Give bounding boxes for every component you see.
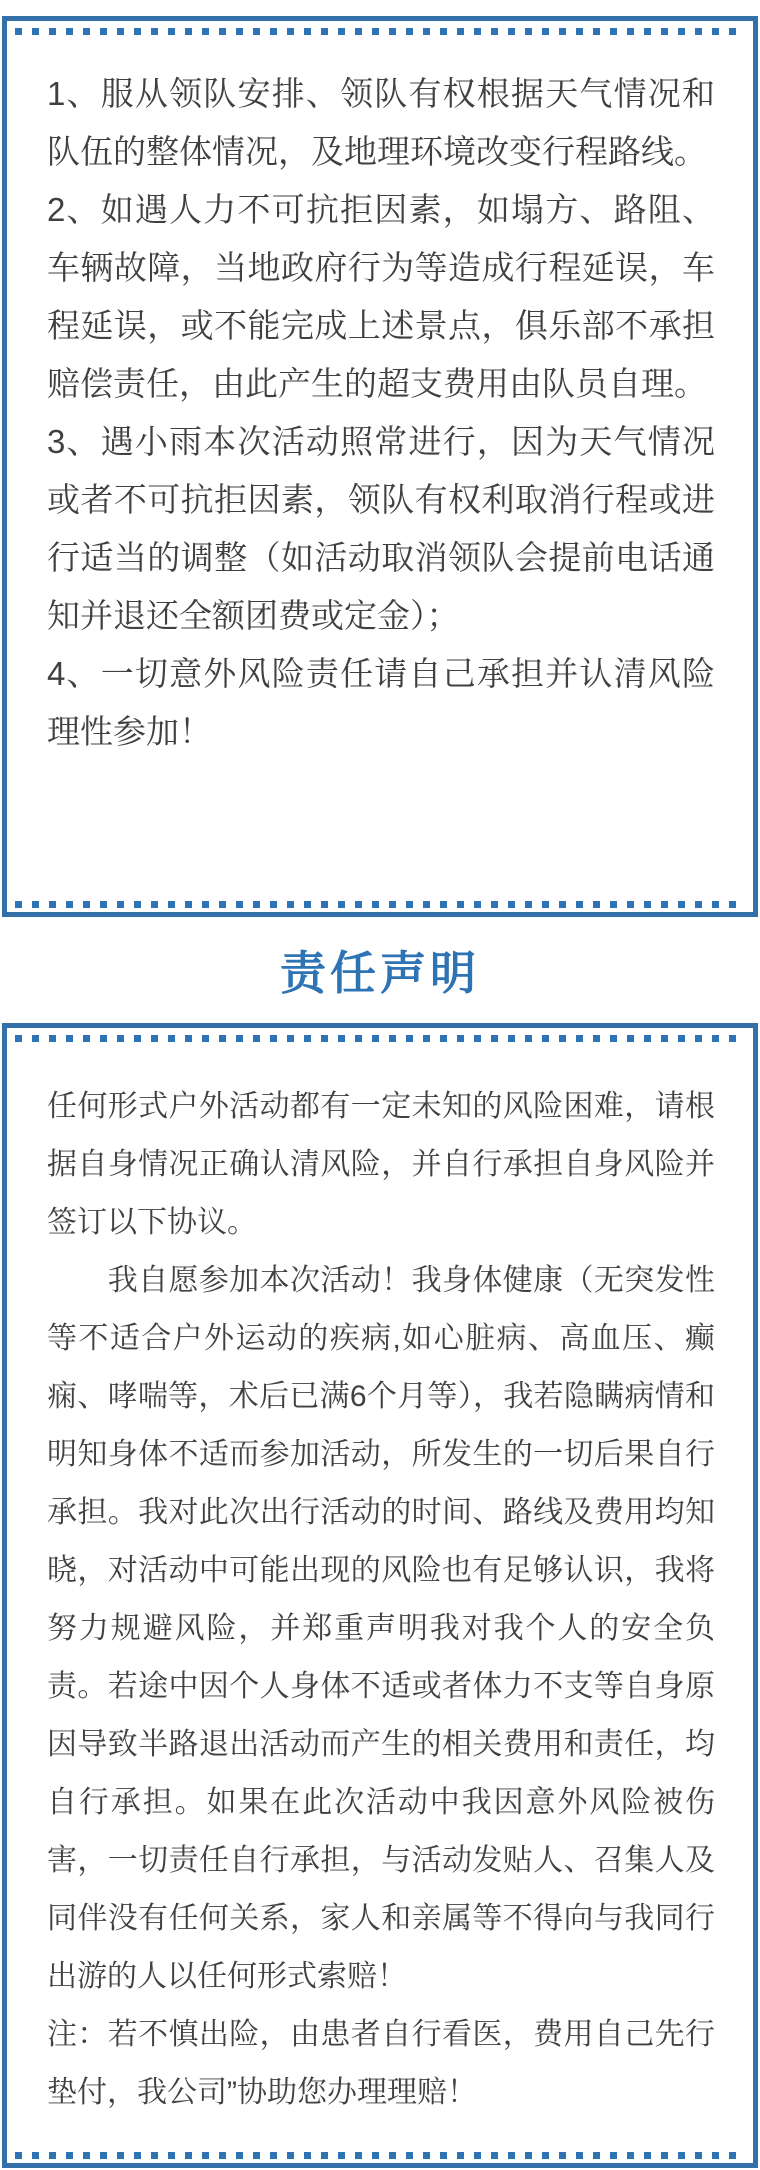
rule-item: 4、一切意外风险责任请自己承担并认清风险理性参加！	[47, 655, 715, 750]
rules-notice-box	[2, 16, 758, 917]
dotted-border-bottom	[15, 2152, 745, 2159]
dotted-border-bottom	[15, 901, 745, 908]
rule-item: 2、如遇人力不可抗拒因素，如塌方、路阻、车辆故障，当地政府行为等造成行程延误，车程延误，或不能完成上述景点，俱乐部不承担赔偿责任，由此产生的超支费用由队员自理。	[47, 191, 715, 402]
section-title: 责任声明	[280, 947, 480, 999]
statement-paragraphs	[7, 1042, 753, 2122]
statement-paragraph: 任何形式户外活动都有一定未知的风险困难，请根据自身情况正确认清风险，并自行承担自身风险并签订以下协议。	[47, 1090, 715, 1239]
statement-paragraph: 注：若不慎出险，由患者自行看医，费用自己先行垫付，我公司”协助您办理理赔！	[47, 2018, 715, 2109]
section-heading-row	[0, 917, 760, 1023]
rule-item: 3、遇小雨本次活动照常进行，因为天气情况或者不可抗拒因素，领队有权利取消行程或进行适当的调整（如活动取消领队会提前电话通知并退还全额团费或定金）；	[47, 423, 715, 634]
liability-statement-box	[2, 1023, 758, 2168]
statement-paragraph: 我自愿参加本次活动！我身体健康（无突发性等不适合户外运动的疾病,如心脏病、高血压、癫痫、哮喘等，术后已满6个月等），我若隐瞒病情和明知身体不适而参加活动，所发生的一切后果自行承担。我对此次出行活动的时间、路线及费用均知晓，对活动中可能出现的风险也有足够认识，我将努力规避风险，并郑重声明我对我个人的安全负责。若途中因个人身体不适或者体力不支等自身原因导致半路退出活动而产生的相关费用和责任，均自行承担。如果在此次活动中我因意外风险被伤害，一切责任自行承担，与活动发贴人、召集人及同伴没有任何关系，家人和亲属等不得向与我同行出游的人以任何形式索赔！	[47, 1264, 715, 1993]
rules-list	[7, 35, 753, 761]
rule-item: 1、服从领队安排、领队有权根据天气情况和队伍的整体情况，及地理环境改变行程路线。	[47, 75, 715, 170]
dotted-border-top	[15, 1035, 745, 1042]
dotted-border-top	[15, 28, 745, 35]
